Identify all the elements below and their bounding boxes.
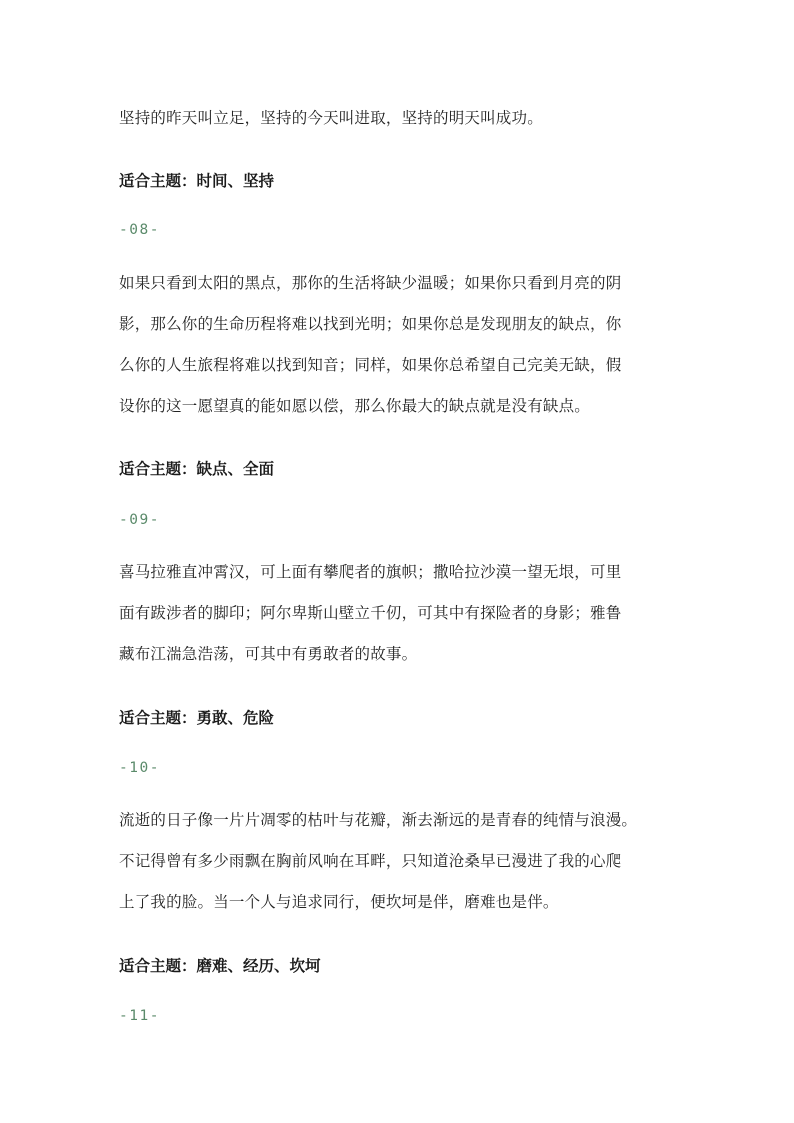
- paragraph-line: 坚持的昨天叫立足，坚持的今天叫进取，坚持的明天叫成功。: [119, 109, 543, 127]
- section-number: -10-: [119, 760, 160, 776]
- paragraph-line: 上了我的脸。当一个人与追求同行，便坎坷是伴，磨难也是伴。: [119, 893, 559, 911]
- paragraph-line: 面有跋涉者的脚印；阿尔卑斯山壁立千仞，可其中有探险者的身影；雅鲁: [119, 604, 622, 622]
- paragraph: [119, 263, 679, 427]
- paragraph: [119, 98, 679, 139]
- paragraph: [119, 552, 679, 675]
- paragraph-line: 藏布江湍急浩荡，可其中有勇敢者的故事。: [119, 645, 418, 663]
- paragraph-line: 设你的这一愿望真的能如愿以偿，那么你最大的缺点就是没有缺点。: [119, 397, 591, 415]
- section-number: -09-: [119, 512, 160, 528]
- paragraph-line: 不记得曾有多少雨飘在胸前风响在耳畔，只知道沧桑早已漫进了我的心爬: [119, 852, 622, 870]
- theme-heading: 适合主题：缺点、全面: [119, 460, 275, 478]
- theme-heading: 适合主题：勇敢、危险: [119, 709, 275, 727]
- paragraph-line: 如果只看到太阳的黑点，那你的生活将缺少温暖；如果你只看到月亮的阴: [119, 274, 622, 292]
- paragraph-line: 么你的人生旅程将难以找到知音；同样，如果你总希望自己完美无缺，假: [119, 356, 622, 374]
- paragraph-line: 影，那么你的生命历程将难以找到光明；如果你总是发现朋友的缺点，你: [119, 315, 622, 333]
- section-number: -11-: [119, 1008, 160, 1024]
- section-number: -08-: [119, 222, 160, 238]
- theme-heading: 适合主题：磨难、经历、坎坷: [119, 957, 321, 975]
- paragraph-line: 流逝的日子像一片片凋零的枯叶与花瓣，渐去渐远的是青春的纯情与浪漫。: [119, 811, 638, 829]
- paragraph: [119, 800, 679, 923]
- theme-heading: 适合主题：时间、坚持: [119, 172, 275, 190]
- paragraph-line: 喜马拉雅直冲霄汉，可上面有攀爬者的旗帜；撒哈拉沙漠一望无垠，可里: [119, 563, 622, 581]
